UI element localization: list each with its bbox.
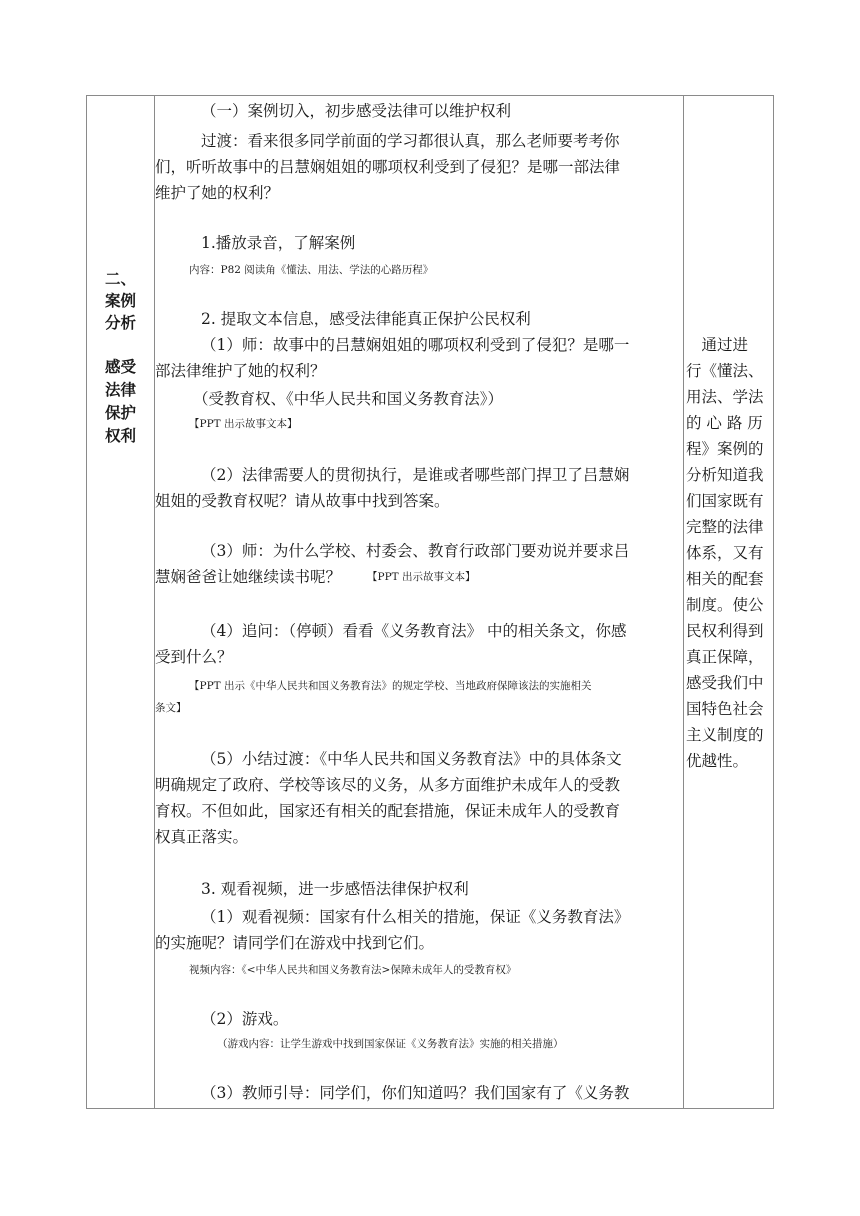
text-line: 感受我们中 <box>686 674 764 692</box>
text-line: 国特色社会 <box>686 700 764 718</box>
text-line: 真正保障， <box>686 648 764 666</box>
lesson-plan-table <box>86 95 774 1109</box>
note-line: 【PPT 出示《中华人民共和国义务教育法》的规定学校、当地政府保障该法的实施相关 <box>189 680 592 692</box>
paragraph-line: 维护了她的权利？ <box>155 184 280 202</box>
paragraph-line: 的实施呢？请同学们在游戏中找到它们。 <box>155 934 435 952</box>
stage-line: 保护 <box>104 404 136 422</box>
paragraph-line: 权真正落实。 <box>155 828 249 846</box>
stage-line: 分析 <box>104 314 136 332</box>
note-line: （游戏内容：让学生游戏中找到国家保证《义务教育法》实施的相关措施） <box>217 1038 564 1050</box>
stage-line: 权利 <box>104 427 136 445</box>
text-line: 的 心 路 历 <box>686 414 763 432</box>
paragraph-line: 明确规定了政府、学校等该尽的义务，从多方面维护未成年人的受教 <box>155 776 621 794</box>
paragraph-line: 们，听听故事中的吕慧娴姐姐的哪项权利受到了侵犯？是哪一部法律 <box>155 158 621 176</box>
paragraph-line: 受到什么？ <box>155 648 233 666</box>
text-line: 程》案例的 <box>686 440 764 458</box>
paragraph-line: （1）师：故事中的吕慧娴姐姐的哪项权利受到了侵犯？是哪一 <box>201 336 630 354</box>
text-line: 体系，又有 <box>686 544 764 562</box>
stage-line: 二、 <box>104 270 136 288</box>
text-line: 民权利得到 <box>686 622 764 640</box>
text-line: 们国家既有 <box>686 492 764 510</box>
paragraph-line: （5）小结过渡：《中华人民共和国义务教育法》中的具体条文 <box>201 750 622 768</box>
step-heading: 1.播放录音，了解案例 <box>201 234 356 252</box>
paragraph-line: （2）游戏。 <box>201 1010 289 1028</box>
note-line: 内容：P82 阅读角《懂法、用法、学法的心路历程》 <box>189 264 434 276</box>
text-line: 优越性。 <box>686 752 749 770</box>
stage-line: 案例 <box>104 292 136 310</box>
paragraph-line: （2）法律需要人的贯彻执行，是谁或者哪些部门捍卫了吕慧娴 <box>201 466 630 484</box>
text-line: 通过进 <box>686 336 749 354</box>
paragraph-line: 部法律维护了她的权利？ <box>155 362 326 380</box>
paragraph-line: 姐姐的受教育权呢？请从故事中找到答案。 <box>155 492 450 510</box>
paragraph-line: 慧娴爸爸让她继续读书呢？ <box>155 568 342 586</box>
text-line: 分析知道我 <box>686 466 764 484</box>
stage-line: 感受 <box>104 358 136 376</box>
note-line: 视频内容：《<中华人民共和国义务教育法>保障未成年人的受教育权》 <box>189 964 517 976</box>
text-line: 行《懂法、 <box>686 362 764 380</box>
text-line: 制度。使公 <box>686 596 764 614</box>
note-line: 【PPT 出示故事文本】 <box>367 571 476 583</box>
paragraph-line: （1）观看视频：国家有什么相关的措施，保证《义务教育法》 <box>201 908 630 926</box>
note-line: 【PPT 出示故事文本】 <box>189 418 298 430</box>
paragraph-line: （受教育权、《中华人民共和国义务教育法》） <box>193 390 504 408</box>
stage-line: 法律 <box>104 381 136 399</box>
text-line: 用法、学法 <box>686 388 764 406</box>
text-line: 主义制度的 <box>686 726 764 744</box>
design-intent-cell <box>684 96 774 1108</box>
stage-cell <box>87 96 154 1108</box>
step-heading: 3. 观看视频，进一步感悟法律保护权利 <box>201 880 469 898</box>
text-line: 完整的法律 <box>686 518 764 536</box>
step-heading: 2. 提取文本信息，感受法律能真正保护公民权利 <box>201 310 531 328</box>
text-line: 相关的配套 <box>686 570 764 588</box>
section-heading: （一）案例切入，初步感受法律可以维护权利 <box>201 102 512 120</box>
paragraph-line: 过渡：看来很多同学前面的学习都很认真，那么老师要考考你 <box>201 132 620 150</box>
paragraph-line: （3）师：为什么学校、村委会、教育行政部门要劝说并要求吕 <box>201 542 630 560</box>
paragraph-line: （4）追问：（停顿）看看《义务教育法》 中的相关条文，你感 <box>201 622 627 640</box>
teaching-process-cell <box>155 96 683 1108</box>
paragraph-line: 育权。不但如此，国家还有相关的配套措施，保证未成年人的受教育 <box>155 802 621 820</box>
design-intent-text <box>686 332 772 774</box>
paragraph-line: （3）教师引导：同学们，你们知道吗？我们国家有了《义务教 <box>201 1084 630 1102</box>
note-line: 条文】 <box>155 702 187 714</box>
